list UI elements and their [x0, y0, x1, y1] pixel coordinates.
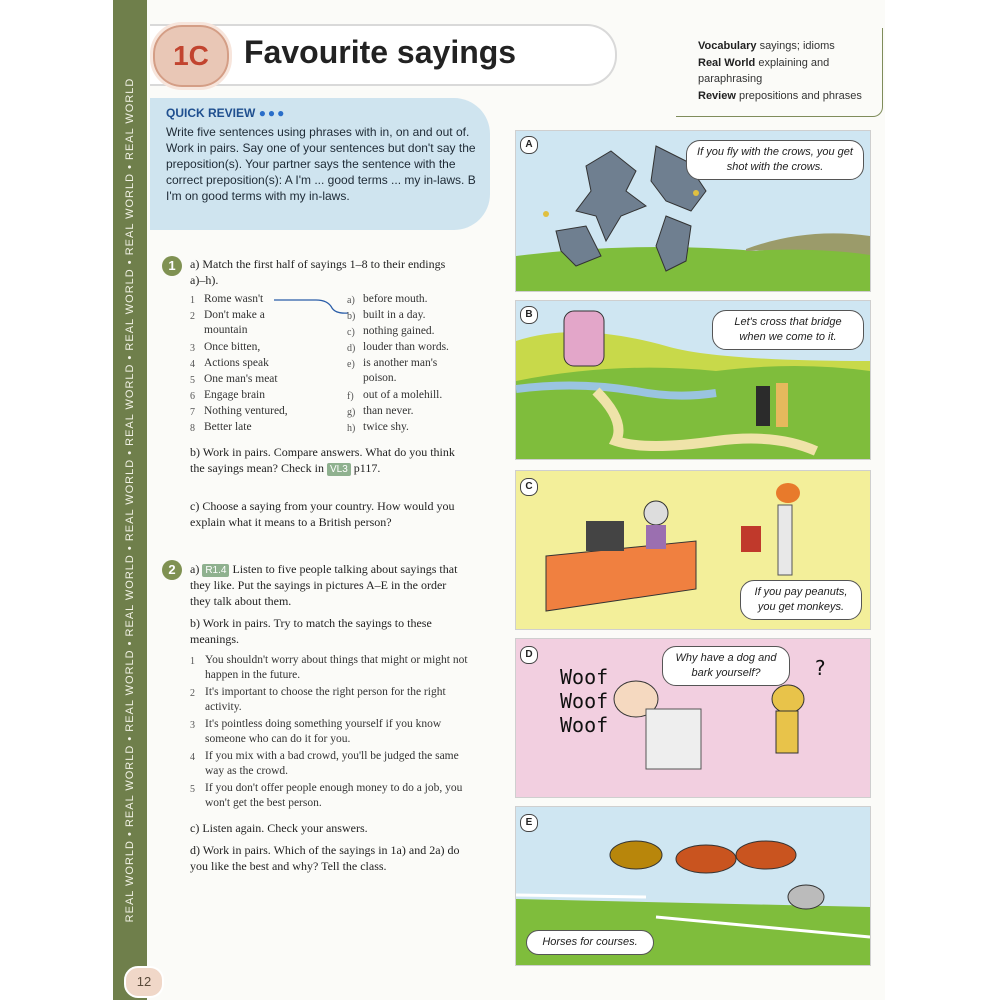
saying-ending: nothing gained. [363, 325, 435, 337]
woof-text: Woof Woof Woof [560, 665, 609, 737]
exercise-1a-instruction: a) Match the first half of sayings 1–8 to their endings a)–h). [190, 257, 446, 287]
audio-track-badge: R1.4 [202, 564, 229, 577]
saying-first-half: Better late [204, 421, 252, 433]
picture-d-caption: Why have a dog and bark yourself? [662, 646, 790, 686]
quick-review-heading: QUICK REVIEW ●●● [166, 106, 287, 120]
objective-review: Review prepositions and phrases [698, 90, 862, 102]
exercise-2a-instruction: a) R1.4 Listen to five people talking about sayings that they like. Put the sayings in pictures A–E in the order they talk about them. [190, 562, 458, 608]
picture-a-label: A [520, 136, 538, 154]
objective-real-world: Real World explaining and paraphrasing [698, 57, 830, 85]
saying-first-half: Rome wasn't [204, 293, 264, 305]
saying-first-half: Engage brain [204, 389, 265, 401]
exercise-2c-instruction: c) Listen again. Check your answers. [190, 821, 368, 835]
side-strip-text: REAL WORLD • REAL WORLD • REAL WORLD • REAL WORLD • REAL WORLD • REAL WORLD • REAL WORLD • REAL WORLD • REAL WORLD [124, 77, 136, 923]
picture-a-caption: If you fly with the crows, you get shot with the crows. [686, 140, 864, 180]
meaning-item: It's important to choose the right person for the right activity. [205, 686, 446, 713]
picture-b-caption: Let's cross that bridge when we come to it. [712, 310, 864, 350]
saying-first-half: Once bitten, [204, 341, 261, 353]
saying-first-half: Actions speak [204, 357, 269, 369]
exercise-2b-instruction: b) Work in pairs. Try to match the sayings to these meanings. [190, 616, 432, 646]
saying-ending: twice shy. [363, 421, 409, 433]
meaning-item: It's pointless doing something yourself if you know someone who can do it for you. [205, 718, 442, 745]
saying-ending: than never. [363, 405, 414, 417]
picture-e-caption: Horses for courses. [526, 930, 654, 955]
quick-review-text: Write five sentences using phrases with in, on and out of. Work in pairs. Say one of your sentences but don't say the preposition(s). Your partner says the sentence with the correct preposition(s): A I'm ... good terms ... my in-laws. B I'm on good terms with my in-laws. [166, 125, 476, 203]
vocabulary-reference: VL3 [327, 463, 351, 476]
meaning-item: If you don't offer people enough money to do a job, you won't get the best person. [205, 782, 463, 809]
question-mark: ? [814, 656, 827, 680]
page-number: 12 [124, 966, 164, 998]
saying-ending: out of a molehill. [363, 389, 443, 401]
objective-vocabulary: Vocabulary sayings; idioms [698, 40, 835, 52]
unit-badge: 1C [150, 22, 232, 90]
quick-review-dots: ●●● [258, 106, 287, 120]
saying-ending: louder than words. [363, 341, 449, 353]
page-title: Favourite sayings [244, 34, 517, 70]
exercise-2-number: 2 [162, 560, 182, 580]
meaning-item: If you mix with a bad crowd, you'll be judged the same way as the crowd. [205, 750, 459, 777]
saying-first-half: Nothing ventured, [204, 405, 288, 417]
saying-first-half: Don't make a mountain [204, 309, 265, 336]
side-strip [113, 0, 147, 1000]
exercise-2d-instruction: d) Work in pairs. Which of the sayings in 1a) and 2a) do you like the best and why? Tell the class. [190, 843, 460, 873]
picture-c-label: C [520, 478, 538, 496]
saying-ending: before mouth. [363, 293, 428, 305]
saying-ending: built in a day. [363, 309, 426, 321]
picture-e-label: E [520, 814, 538, 832]
exercise-1b-instruction: b) Work in pairs. Compare answers. What do you think the sayings mean? Check in VL3 p117. [190, 445, 455, 475]
exercise-1-number: 1 [162, 256, 182, 276]
saying-ending: is another man's poison. [363, 357, 438, 384]
objectives-box [676, 28, 883, 117]
picture-c-caption: If you pay peanuts, you get monkeys. [740, 580, 862, 620]
picture-d-label: D [520, 646, 538, 664]
saying-first-half: One man's meat [204, 373, 278, 385]
picture-b-label: B [520, 306, 538, 324]
meaning-item: You shouldn't worry about things that might or might not happen in the future. [205, 654, 468, 681]
matching-line [272, 296, 352, 316]
exercise-1c-instruction: c) Choose a saying from your country. How would you explain what it means to a British person? [190, 499, 455, 529]
